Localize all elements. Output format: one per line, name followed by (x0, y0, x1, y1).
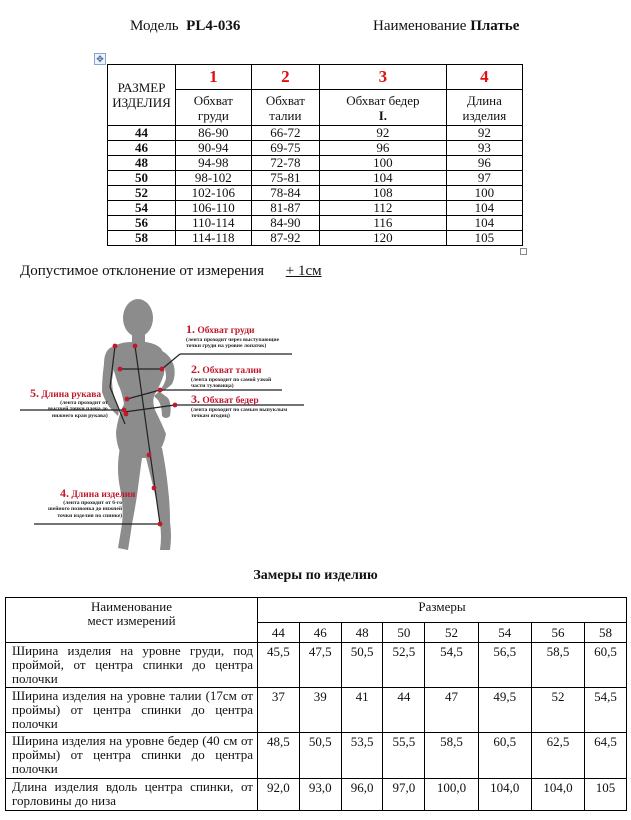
measurement-row (6, 688, 627, 733)
measurement-value: 47,5 (299, 643, 341, 688)
figure-note-length: (лента проходит от 6-го шейного позвонка до нижней точки изделия по спинке) (48, 500, 123, 519)
column-number: 2 (251, 65, 319, 90)
size-column-header: 56 (531, 623, 584, 643)
value-cell: 94-98 (176, 156, 252, 171)
measurement-value: 47 (425, 688, 478, 733)
silhouette-diagram (20, 292, 310, 560)
size-cell: 52 (108, 186, 176, 201)
column-number: 3 (320, 65, 447, 90)
measurement-name: Ширина изделия на уровне бедер (40 см от проймы) от центра спинки до центра полочки (6, 733, 258, 779)
model-value: PL4-036 (186, 18, 241, 34)
value-cell: 104 (320, 171, 447, 186)
value-cell: 75-81 (251, 171, 319, 186)
tolerance-text: Допустимое отклонение от измерения (20, 263, 264, 279)
tolerance-line (20, 263, 322, 280)
measurement-value: 104,0 (478, 779, 531, 811)
size-cell: 48 (108, 156, 176, 171)
value-cell: 90-94 (176, 141, 252, 156)
value-cell: 96 (446, 156, 522, 171)
measurement-value: 37 (258, 688, 300, 733)
measurement-row (6, 779, 627, 811)
garment-measurements-table (5, 597, 627, 811)
measurement-value: 96,0 (341, 779, 383, 811)
measurement-value: 45,5 (258, 643, 300, 688)
size-column-header: 48 (341, 623, 383, 643)
value-cell: 69-75 (251, 141, 319, 156)
product-name-value: Платье (470, 18, 520, 34)
size-column-header: 52 (425, 623, 478, 643)
value-cell: 104 (446, 201, 522, 216)
measurement-value: 92,0 (258, 779, 300, 811)
value-cell: 97 (446, 171, 522, 186)
measurement-row (6, 643, 627, 688)
figure-label-sleeve: 5. Длина рукава (30, 386, 102, 400)
product-name-label: Наименование (373, 18, 467, 34)
measurement-value: 44 (383, 688, 425, 733)
measurement-value: 105 (585, 779, 627, 811)
measurement-figure (20, 292, 310, 560)
measurement-name: Ширина изделия на уровне груди, под проймой, от центра спинки до центра полочки (6, 643, 258, 688)
measurement-value: 62,5 (531, 733, 584, 779)
figure-label-hips: 3. Обхват бедер (191, 392, 259, 406)
size-cell: 46 (108, 141, 176, 156)
value-cell: 98-102 (176, 171, 252, 186)
size-cell: 54 (108, 201, 176, 216)
size-column-header: 50 (383, 623, 425, 643)
figure-label-waist: 2. Обхват талии (191, 362, 262, 376)
size-row (108, 156, 523, 171)
size-row-header: РАЗМЕР ИЗДЕЛИЯ (108, 65, 176, 126)
measurement-value: 60,5 (585, 643, 627, 688)
value-cell: 108 (320, 186, 447, 201)
column-header: Обхват груди (176, 90, 252, 126)
value-cell: 116 (320, 216, 447, 231)
value-cell: 105 (446, 231, 522, 246)
table-move-handle-icon[interactable]: ✥ (94, 53, 106, 65)
size-row (108, 201, 523, 216)
measurement-value: 64,5 (585, 733, 627, 779)
figure-note-hips: (лента проходит по самым выпуклым точкам ягодиц) (191, 407, 288, 420)
tolerance-value: + 1см (285, 263, 322, 279)
value-cell: 66-72 (251, 126, 319, 141)
value-cell: 78-84 (251, 186, 319, 201)
column-header: Обхват бедер I. (320, 90, 447, 126)
measurement-name: Длина изделия вдоль центра спинки, от горловины до низа (6, 779, 258, 811)
measurement-value: 97,0 (383, 779, 425, 811)
size-row (108, 171, 523, 186)
measurement-value: 54,5 (585, 688, 627, 733)
value-cell: 86-90 (176, 126, 252, 141)
column-header: Обхват талии (251, 90, 319, 126)
measurement-value: 56,5 (478, 643, 531, 688)
value-cell: 114-118 (176, 231, 252, 246)
size-column-header: 44 (258, 623, 300, 643)
model-line (130, 18, 240, 35)
figure-note-sleeve: (лента проходит от высшей точки плеча до нижнего края рукава) (48, 400, 108, 419)
measurement-value: 100,0 (425, 779, 478, 811)
value-cell: 87-92 (251, 231, 319, 246)
figure-label-chest: 1. Обхват груди (186, 322, 255, 336)
value-cell: 110-114 (176, 216, 252, 231)
size-cell: 58 (108, 231, 176, 246)
value-cell: 102-106 (176, 186, 252, 201)
value-cell: 120 (320, 231, 447, 246)
value-cell: 100 (320, 156, 447, 171)
value-cell: 106-110 (176, 201, 252, 216)
size-cell: 56 (108, 216, 176, 231)
size-chart-table (107, 64, 523, 246)
size-row (108, 216, 523, 231)
size-column-header: 58 (585, 623, 627, 643)
size-row (108, 231, 523, 246)
measurement-name-header: Наименование мест измерений (6, 598, 258, 643)
measurement-value: 60,5 (478, 733, 531, 779)
model-label: Модель (130, 18, 179, 34)
figure-note-waist: (лента проходит по самой узкой части туловища) (191, 377, 272, 390)
measurement-value: 52,5 (383, 643, 425, 688)
measurement-value: 53,5 (341, 733, 383, 779)
measurement-value: 50,5 (299, 733, 341, 779)
figure-label-length: 4. Длина изделия (60, 486, 136, 500)
size-cell: 50 (108, 171, 176, 186)
size-cell: 44 (108, 126, 176, 141)
column-header: Длина изделия (446, 90, 522, 126)
measurement-value: 52 (531, 688, 584, 733)
value-cell: 112 (320, 201, 447, 216)
column-number: 1 (176, 65, 252, 90)
value-cell: 84-90 (251, 216, 319, 231)
measurement-value: 49,5 (478, 688, 531, 733)
measurement-value: 55,5 (383, 733, 425, 779)
value-cell: 92 (446, 126, 522, 141)
measurement-value: 58,5 (425, 733, 478, 779)
measurement-value: 41 (341, 688, 383, 733)
measurements-title: Замеры по изделию (253, 568, 378, 583)
size-column-header: 46 (299, 623, 341, 643)
measurement-value: 93,0 (299, 779, 341, 811)
measurement-value: 54,5 (425, 643, 478, 688)
figure-note-chest: (лента проходит через выступающие точки груди на уровне лопаток) (186, 337, 280, 350)
size-row (108, 126, 523, 141)
value-cell: 104 (446, 216, 522, 231)
measurement-value: 104,0 (531, 779, 584, 811)
measurement-value: 39 (299, 688, 341, 733)
measurement-value: 50,5 (341, 643, 383, 688)
value-cell: 81-87 (251, 201, 319, 216)
value-cell: 96 (320, 141, 447, 156)
value-cell: 93 (446, 141, 522, 156)
sizes-header: Размеры (258, 598, 627, 623)
measurement-row (6, 733, 627, 779)
size-row (108, 186, 523, 201)
size-column-header: 54 (478, 623, 531, 643)
measurement-value: 58,5 (531, 643, 584, 688)
value-cell: 100 (446, 186, 522, 201)
value-cell: 92 (320, 126, 447, 141)
column-number: 4 (446, 65, 522, 90)
measurement-name: Ширина изделия на уровне талии (17см от проймы) от центра спинки до центра полочки (6, 688, 258, 733)
size-row (108, 141, 523, 156)
table-resize-handle[interactable] (520, 248, 527, 255)
value-cell: 72-78 (251, 156, 319, 171)
measurement-value: 48,5 (258, 733, 300, 779)
product-name-line (373, 18, 519, 35)
